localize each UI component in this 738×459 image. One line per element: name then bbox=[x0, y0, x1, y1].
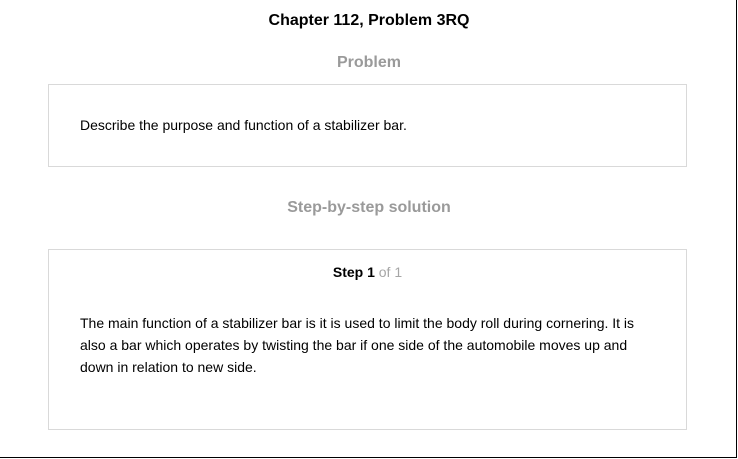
solution-card bbox=[48, 249, 687, 430]
step-indicator bbox=[49, 263, 686, 281]
solution-heading: Step-by-step solution bbox=[287, 199, 451, 216]
problem-text: Describe the purpose and function of a stabilizer bar. bbox=[80, 117, 407, 133]
step-total: of 1 bbox=[378, 264, 403, 280]
problem-heading: Problem bbox=[336, 54, 401, 71]
solution-text: The main function of a stabilizer bar is it is used to limit the body roll during cornering. It is also a bar which operates by twisting the bar if one side of the automobile moves up and down in relation to new side. bbox=[80, 315, 635, 375]
chapter-title: Chapter 112, Problem 3RQ bbox=[268, 12, 470, 29]
problem-card bbox=[48, 84, 687, 167]
step-number: Step 1 bbox=[332, 264, 375, 280]
